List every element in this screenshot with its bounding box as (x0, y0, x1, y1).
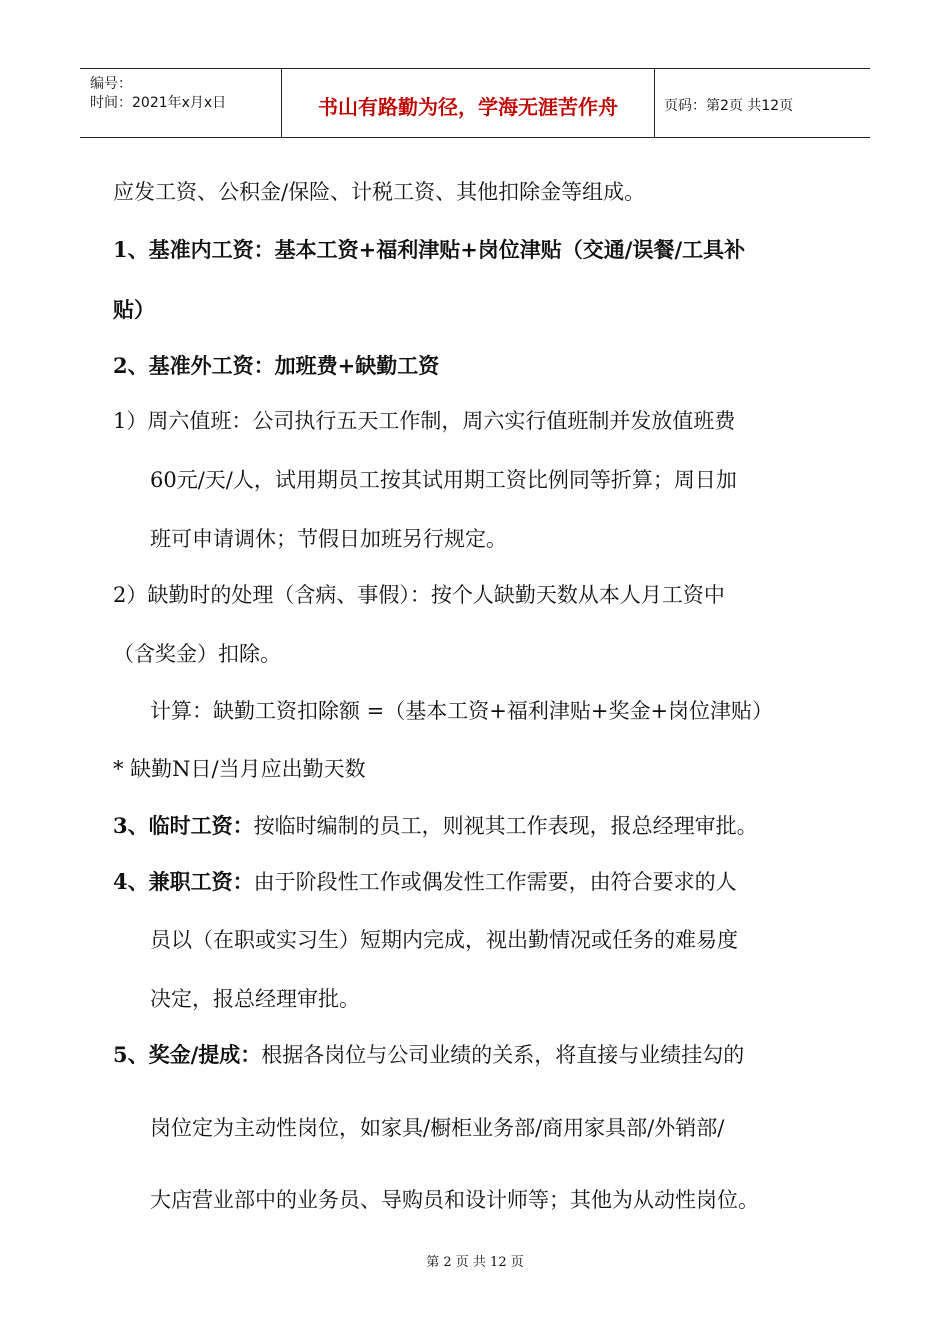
document-time-label: 时间：2021年x月x日 (90, 95, 227, 111)
header-motto: 书山有路勤为径，学海无涯苦作舟 (318, 95, 618, 119)
formula-line-cont: * 缺勤N日/当月应出勤天数 (113, 757, 366, 781)
header-meta (80, 69, 280, 137)
formula-line: 计算：缺勤工资扣除额 =（基本工资+福利津贴+奖金+岗位津贴） (150, 699, 774, 723)
body-line: 1）周六值班：公司执行五天工作制，周六实行值班制并发放值班费 (113, 409, 736, 433)
section-3-text: 按临时编制的员工，则视其工作表现，报总经理审批。 (253, 814, 758, 838)
header-motto-cell (281, 69, 655, 137)
section-heading-4: 4、兼职工资： (113, 869, 254, 894)
section-4-text: 由于阶段性工作或偶发性工作需要，由符合要求的人 (253, 870, 737, 894)
body-line: （含奖金）扣除。 (113, 642, 281, 666)
page-header (80, 68, 870, 138)
body-line: 决定，报总经理审批。 (150, 987, 360, 1011)
section-heading-1: 1、基准内工资：基本工资+福利津贴+岗位津贴（交通/误餐/工具补 (113, 237, 746, 262)
section-4-line (113, 871, 737, 893)
section-3-line (113, 815, 758, 837)
body-line: 应发工资、公积金/保险、计税工资、其他扣除金等组成。 (113, 180, 646, 204)
section-heading-2: 2、基准外工资：加班费+缺勤工资 (113, 353, 440, 378)
body-line: 班可申请调休；节假日加班另行规定。 (150, 527, 507, 551)
body-line: 60元/天/人，试用期员工按其试用期工资比例同等折算；周日加 (150, 468, 737, 492)
header-page-cell (654, 69, 870, 137)
section-5-line (113, 1044, 744, 1066)
body-line: 岗位定为主动性岗位，如家具/橱柜业务部/商用家具部/外销部/ (150, 1116, 725, 1140)
body-line: 大店营业部中的业务员、导购员和设计师等；其他为从动性岗位。 (150, 1188, 759, 1212)
section-5-text: 根据各岗位与公司业绩的关系，将直接与业绩挂勾的 (261, 1043, 745, 1067)
section-heading-5: 5、奖金/提成： (113, 1042, 262, 1067)
page-footer: 第 2 页 共 12 页 (426, 1255, 524, 1270)
body-line: 2）缺勤时的处理（含病、事假）：按个人缺勤天数从本人月工资中 (113, 583, 725, 607)
header-page-info: 页码：第2页 共12页 (664, 98, 794, 114)
section-heading-1-cont: 贴） (113, 297, 155, 322)
document-number-label: 编号： (90, 76, 132, 92)
body-line: 员以（在职或实习生）短期内完成，视出勤情况或任务的难易度 (150, 928, 738, 952)
section-heading-3: 3、临时工资： (113, 813, 254, 838)
